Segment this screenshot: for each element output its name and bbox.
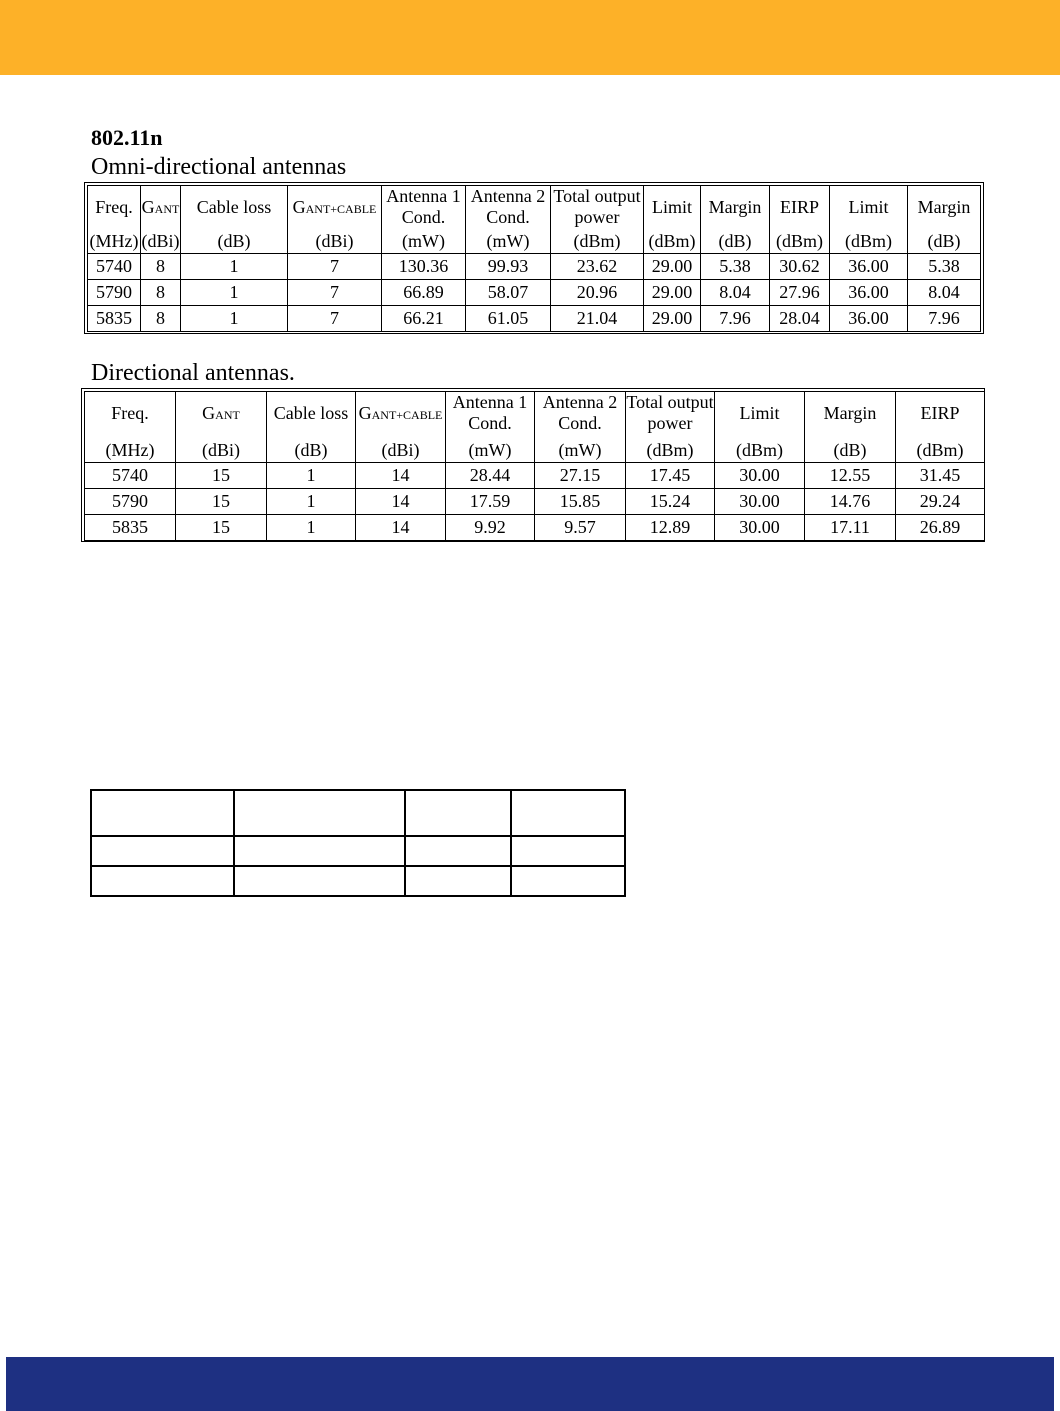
column-header xyxy=(770,186,830,230)
table-cell: 5790 xyxy=(88,280,141,306)
table-cell: 29.00 xyxy=(644,280,701,306)
table-cell: 17.11 xyxy=(805,515,896,541)
directional-table-frame xyxy=(81,388,985,542)
table-cell: 14 xyxy=(356,515,446,541)
column-header xyxy=(356,392,446,439)
table-cell: 1 xyxy=(267,489,356,515)
column-unit: (dBm) xyxy=(626,439,715,463)
table-cell: 66.21 xyxy=(382,306,466,332)
blank-cell xyxy=(511,866,625,896)
column-unit: (dB) xyxy=(267,439,356,463)
table-cell: 58.07 xyxy=(466,280,551,306)
table-row xyxy=(88,306,981,332)
directional-table-title: Directional antennas. xyxy=(91,360,295,386)
table-cell: 26.89 xyxy=(896,515,985,541)
table-row xyxy=(88,254,981,280)
omni-table-title: Omni-directional antennas xyxy=(91,154,347,180)
column-unit: (dBm) xyxy=(830,230,908,254)
header-label-line: Total output xyxy=(626,392,714,412)
directional-table xyxy=(84,391,985,541)
table-cell: 30.00 xyxy=(715,489,805,515)
header-label-line: Antenna 2 xyxy=(542,392,618,412)
column-header xyxy=(267,392,356,439)
table-cell: 17.45 xyxy=(626,463,715,489)
header-label-line: Freq. xyxy=(95,197,133,217)
blank-table xyxy=(90,789,626,897)
header-label-line: power xyxy=(574,207,620,227)
column-header xyxy=(181,186,288,230)
header-label-line: Margin xyxy=(823,403,877,423)
column-header xyxy=(466,186,551,230)
header-label-line: Total output xyxy=(553,186,641,206)
table-cell: 36.00 xyxy=(830,280,908,306)
column-header xyxy=(644,186,701,230)
blank-cell xyxy=(511,790,625,836)
header-label-line: Cable loss xyxy=(196,197,272,217)
column-unit: (MHz) xyxy=(88,230,141,254)
header-label-line: EIRP xyxy=(779,197,819,217)
table-cell: 66.89 xyxy=(382,280,466,306)
table-cell: 61.05 xyxy=(466,306,551,332)
column-unit: (dB) xyxy=(908,230,981,254)
header-label-line: Cond. xyxy=(558,413,602,433)
column-unit: (dB) xyxy=(181,230,288,254)
header-band xyxy=(0,0,1060,75)
column-unit: (mW) xyxy=(382,230,466,254)
header-label-line: power xyxy=(647,413,693,433)
table-cell: 7.96 xyxy=(701,306,770,332)
column-header xyxy=(141,186,181,230)
column-header xyxy=(382,186,466,230)
table-cell: 9.92 xyxy=(446,515,535,541)
column-header xyxy=(715,392,805,439)
table-cell: 5790 xyxy=(85,489,176,515)
table-cell: 1 xyxy=(181,254,288,280)
blank-cell xyxy=(91,790,234,836)
table-cell: 5835 xyxy=(85,515,176,541)
table-cell: 28.44 xyxy=(446,463,535,489)
column-header xyxy=(908,186,981,230)
column-unit: (dBi) xyxy=(356,439,446,463)
section-title: 802.11n xyxy=(91,125,163,150)
table-cell: 14 xyxy=(356,489,446,515)
table-cell: 29.00 xyxy=(644,254,701,280)
header-label-line: Cond. xyxy=(486,207,530,227)
table-cell: 7 xyxy=(288,306,382,332)
table-cell: 30.00 xyxy=(715,463,805,489)
table-row xyxy=(85,515,985,541)
table-cell: 8.04 xyxy=(908,280,981,306)
header-label-line: Limit xyxy=(652,197,692,217)
blank-cell xyxy=(91,866,234,896)
omni-table xyxy=(87,185,981,332)
table-cell: 15 xyxy=(176,489,267,515)
table-cell: 7.96 xyxy=(908,306,981,332)
header-subscript: ANT+CABLE xyxy=(305,202,377,216)
blank-cell xyxy=(511,836,625,866)
table-cell: 130.36 xyxy=(382,254,466,280)
table-cell: 99.93 xyxy=(466,254,551,280)
header-symbol: G xyxy=(292,197,306,217)
table-cell: 15.24 xyxy=(626,489,715,515)
column-header xyxy=(176,392,267,439)
footer-band xyxy=(6,1357,1054,1411)
blank-cell xyxy=(405,836,511,866)
header-label-line: Antenna 1 xyxy=(452,392,528,412)
table-cell: 1 xyxy=(181,306,288,332)
header-label-line: Limit xyxy=(848,197,889,217)
omni-table-frame xyxy=(84,182,984,334)
column-header xyxy=(701,186,770,230)
table-cell: 5.38 xyxy=(908,254,981,280)
table-cell: 8 xyxy=(141,280,181,306)
header-symbol: G xyxy=(358,403,372,423)
table-cell: 21.04 xyxy=(551,306,644,332)
table-cell: 5.38 xyxy=(701,254,770,280)
blank-cell xyxy=(405,790,511,836)
header-label-line: Margin xyxy=(917,197,971,217)
table-cell: 12.55 xyxy=(805,463,896,489)
header-subscript: ANT+CABLE xyxy=(371,408,443,422)
column-header xyxy=(88,186,141,230)
table-cell: 15 xyxy=(176,515,267,541)
header-subscript: ANT xyxy=(215,408,240,422)
blank-cell xyxy=(234,836,405,866)
column-unit: (mW) xyxy=(535,439,626,463)
table-cell: 8 xyxy=(141,254,181,280)
column-unit: (dBi) xyxy=(288,230,382,254)
header-label-line: Limit xyxy=(739,403,780,423)
header-label-line: Cond. xyxy=(401,207,446,227)
table-cell: 14.76 xyxy=(805,489,896,515)
table-row xyxy=(88,280,981,306)
table-cell: 14 xyxy=(356,463,446,489)
table-cell: 20.96 xyxy=(551,280,644,306)
column-unit: (MHz) xyxy=(85,439,176,463)
column-unit: (mW) xyxy=(466,230,551,254)
blank-cell xyxy=(234,790,405,836)
table-row xyxy=(85,489,985,515)
header-label-line: Margin xyxy=(708,197,762,217)
table-cell: 36.00 xyxy=(830,254,908,280)
column-unit: (dBi) xyxy=(141,230,181,254)
table-cell: 30.00 xyxy=(715,515,805,541)
table-cell: 30.62 xyxy=(770,254,830,280)
table-cell: 36.00 xyxy=(830,306,908,332)
table-cell: 8 xyxy=(141,306,181,332)
table-cell: 15 xyxy=(176,463,267,489)
table-row xyxy=(85,463,985,489)
header-label-line: Antenna 2 xyxy=(470,186,546,206)
column-header xyxy=(830,186,908,230)
table-cell: 5835 xyxy=(88,306,141,332)
blank-cell xyxy=(91,836,234,866)
table-cell: 1 xyxy=(267,463,356,489)
column-header xyxy=(626,392,715,439)
header-symbol: G xyxy=(141,197,155,217)
table-cell: 17.59 xyxy=(446,489,535,515)
column-header xyxy=(446,392,535,439)
header-label-line: Cond. xyxy=(468,413,512,433)
table-cell: 28.04 xyxy=(770,306,830,332)
table-cell: 1 xyxy=(267,515,356,541)
column-unit: (dBm) xyxy=(770,230,830,254)
column-header xyxy=(85,392,176,439)
table-cell: 27.96 xyxy=(770,280,830,306)
table-cell: 12.89 xyxy=(626,515,715,541)
header-label-line: EIRP xyxy=(920,403,960,423)
blank-cell xyxy=(405,866,511,896)
column-header xyxy=(551,186,644,230)
column-header xyxy=(896,392,985,439)
header-symbol: G xyxy=(202,403,216,423)
table-cell: 29.00 xyxy=(644,306,701,332)
table-cell: 8.04 xyxy=(701,280,770,306)
table-cell: 15.85 xyxy=(535,489,626,515)
column-unit: (dB) xyxy=(701,230,770,254)
column-unit: (mW) xyxy=(446,439,535,463)
table-cell: 31.45 xyxy=(896,463,985,489)
table-cell: 1 xyxy=(181,280,288,306)
column-unit: (dBi) xyxy=(176,439,267,463)
header-label-line: Cable loss xyxy=(273,403,349,423)
table-cell: 5740 xyxy=(88,254,141,280)
column-unit: (dBm) xyxy=(896,439,985,463)
table-cell: 5740 xyxy=(85,463,176,489)
header-subscript: ANT xyxy=(154,202,180,216)
blank-cell xyxy=(234,866,405,896)
column-header xyxy=(805,392,896,439)
column-unit: (dBm) xyxy=(551,230,644,254)
table-cell: 27.15 xyxy=(535,463,626,489)
column-unit: (dBm) xyxy=(715,439,805,463)
table-cell: 7 xyxy=(288,254,382,280)
column-unit: (dB) xyxy=(805,439,896,463)
column-header xyxy=(535,392,626,439)
column-header xyxy=(288,186,382,230)
column-unit: (dBm) xyxy=(644,230,701,254)
table-cell: 9.57 xyxy=(535,515,626,541)
table-cell: 7 xyxy=(288,280,382,306)
header-label-line: Freq. xyxy=(111,403,149,423)
table-cell: 29.24 xyxy=(896,489,985,515)
table-cell: 23.62 xyxy=(551,254,644,280)
header-label-line: Antenna 1 xyxy=(386,186,461,206)
